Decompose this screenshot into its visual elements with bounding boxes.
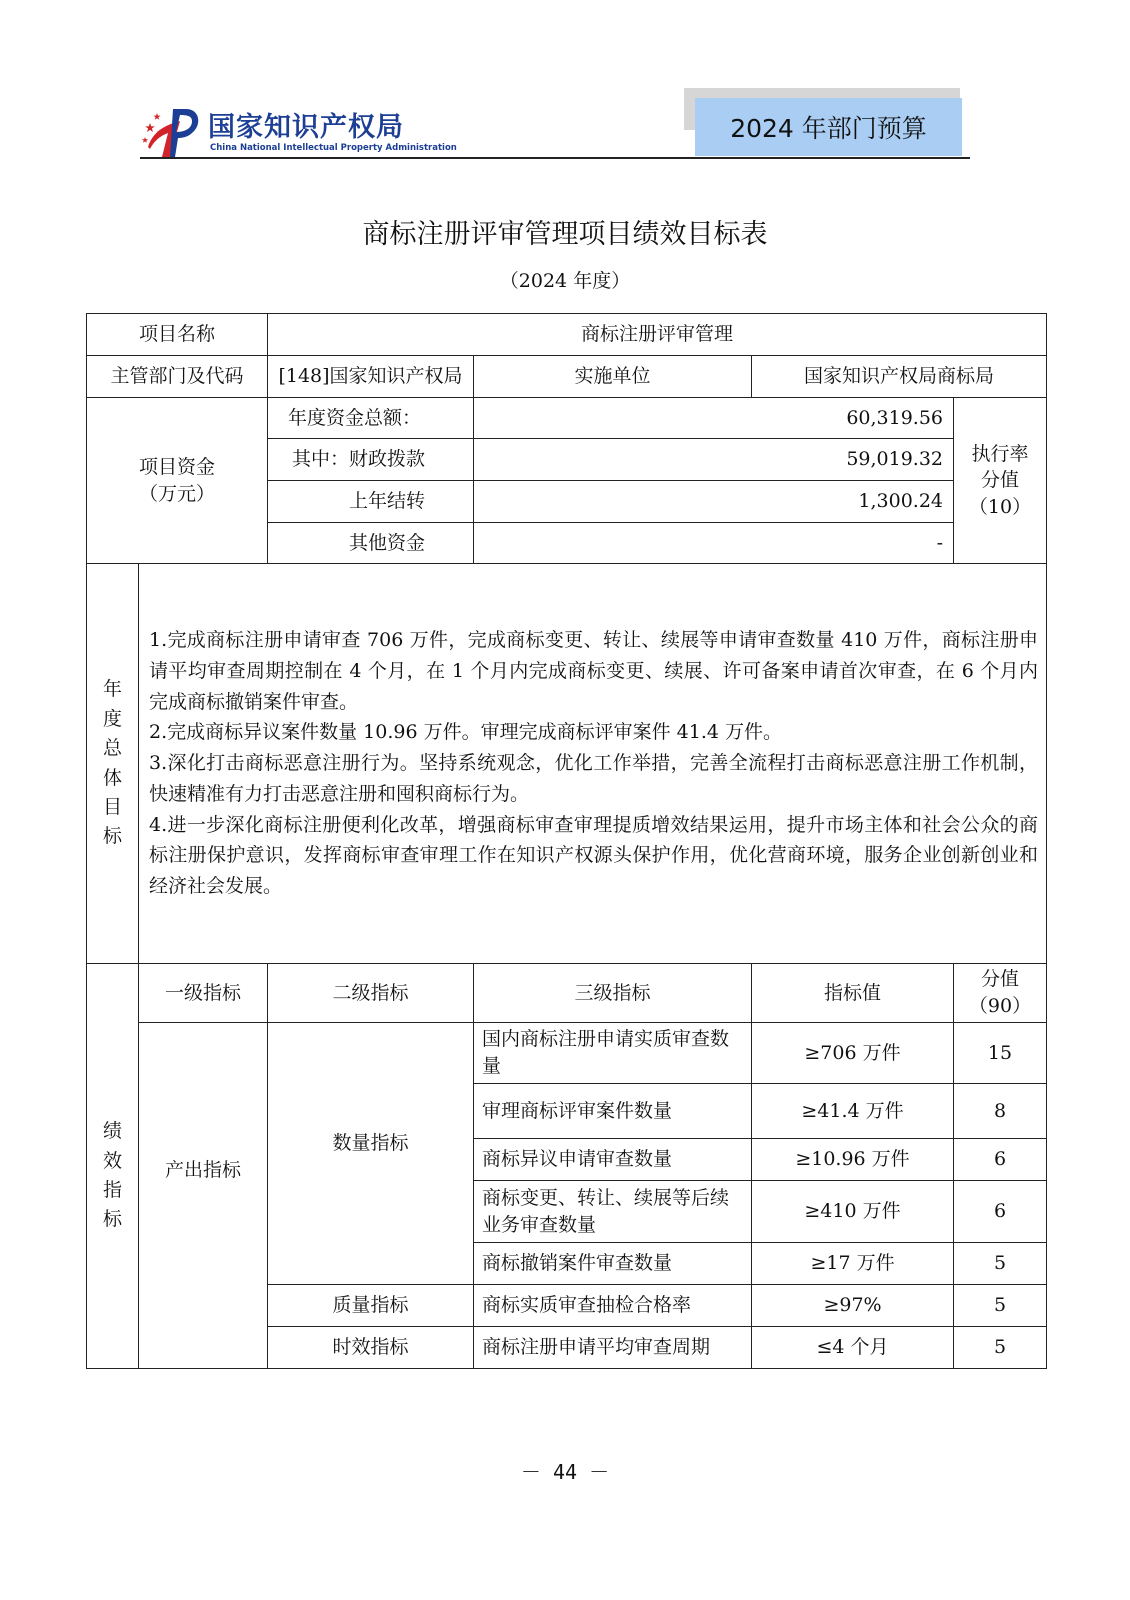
page-title: 商标注册评审管理项目绩效目标表 [362, 219, 768, 250]
cnipa-logo [140, 103, 457, 159]
indicator-score: 6 [954, 1181, 1047, 1243]
funds-unit: （万元） [139, 482, 216, 505]
goal-item: 2.完成商标异议案件数量 10.96 万件。审理完成商标评审案件 41.4 万件。 [149, 721, 782, 744]
table-row [87, 356, 1047, 398]
table-row [87, 1023, 1047, 1084]
funds-row-label: 其中：财政拨款 [268, 439, 474, 481]
dept-label: 主管部门及代码 [87, 356, 268, 398]
org-name-en: China National Intellectual Property Administration [210, 143, 457, 153]
goal-item: 4.进一步深化商标注册便利化改革，增强商标审查审理提质增效结果运用，提升市场主体和社会公众的商标注册保护意识，发挥商标审查审理工作在知识产权源头保护作用，优化营商环境，服务企业创新创业和经济社会发展。 [149, 813, 1039, 898]
funds-row-value: 1,300.24 [474, 481, 954, 523]
impl-label: 实施单位 [474, 356, 752, 398]
goal-item: 1.完成商标注册申请审查 706 万件，完成商标变更、转让、续展等申请审查数量 410 万件，商标注册申请平均审查周期控制在 4 个月，在 1 个月内完成商标变更、续展、许可备案申请首次审查，在 6 个月内完成商标撤销案件审查。 [149, 629, 1039, 713]
impl-value: 国家知识产权局商标局 [752, 356, 1047, 398]
funds-row-value: - [474, 523, 954, 564]
execution-rate-score: （10） [968, 495, 1032, 518]
table-row [87, 564, 1047, 964]
org-name-cn: 国家知识产权局 [208, 112, 404, 143]
indicator-name: 商标异议申请审查数量 [474, 1139, 752, 1181]
indicator-score: 5 [954, 1243, 1047, 1285]
table-row [87, 964, 1047, 1023]
header-value: 指标值 [752, 964, 954, 1023]
indicator-name: 商标实质审查抽检合格率 [474, 1285, 752, 1327]
funds-row-label: 其他资金 [268, 523, 474, 564]
indicators-label: 绩效指标 [102, 1120, 122, 1231]
goal-item: 3.深化打击商标恶意注册行为。坚持系统观念，优化工作举措，完善全流程打击商标恶意注册工作机制，快速精准有力打击恶意注册和囤积商标行为。 [149, 752, 1039, 805]
table-row [87, 398, 1047, 439]
execution-rate-label: 执行率 [971, 442, 1029, 465]
level2-quantity: 数量指标 [268, 1023, 474, 1285]
indicator-score: 15 [954, 1023, 1047, 1084]
header-score-cell [954, 964, 1047, 1023]
indicator-name: 商标变更、转让、续展等后续业务审查数量 [474, 1181, 752, 1243]
dept-value: [148]国家知识产权局 [268, 356, 474, 398]
page-subtitle: （2024 年度） [499, 270, 631, 292]
annual-goal-content [139, 564, 1047, 964]
execution-rate-cell [954, 398, 1047, 564]
level2-timeliness: 时效指标 [268, 1327, 474, 1369]
annual-goal-label: 年度总体目标 [102, 678, 122, 848]
level1-output: 产出指标 [139, 1023, 268, 1369]
funds-row-label: 年度资金总额： [268, 398, 474, 439]
header-score-total: （90） [968, 995, 1032, 1017]
page-number: － 44 － [520, 1460, 610, 1484]
table-row [87, 314, 1047, 356]
indicator-value: ≥17 万件 [752, 1243, 954, 1285]
indicator-name: 国内商标注册申请实质审查数量 [474, 1023, 752, 1084]
indicator-name: 商标撤销案件审查数量 [474, 1243, 752, 1285]
indicator-value: ≥97% [752, 1285, 954, 1327]
indicator-value: ≤4 个月 [752, 1327, 954, 1369]
execution-rate-score-label: 分值 [981, 469, 1020, 492]
project-name-label: 项目名称 [87, 314, 268, 356]
indicator-value: ≥10.96 万件 [752, 1139, 954, 1181]
indicator-score: 6 [954, 1139, 1047, 1181]
annual-goal-label-cell [87, 564, 139, 964]
indicator-score: 8 [954, 1084, 1047, 1139]
funds-row-label: 上年结转 [268, 481, 474, 523]
section-label: 2024 年部门预算 [695, 98, 962, 156]
indicator-score: 5 [954, 1285, 1047, 1327]
header-divider [140, 157, 970, 159]
funds-row-value: 59,019.32 [474, 439, 954, 481]
indicators-label-cell [87, 964, 139, 1369]
header-level2: 二级指标 [268, 964, 474, 1023]
header-score: 分值 [981, 968, 1020, 991]
header-level3: 三级指标 [474, 964, 752, 1023]
indicator-value: ≥706 万件 [752, 1023, 954, 1084]
level2-quality: 质量指标 [268, 1285, 474, 1327]
indicator-value: ≥410 万件 [752, 1181, 954, 1243]
indicator-name: 审理商标评审案件数量 [474, 1084, 752, 1139]
indicator-value: ≥41.4 万件 [752, 1084, 954, 1139]
cnipa-emblem-icon [140, 103, 202, 159]
funds-label-cell [87, 398, 268, 564]
funds-row-value: 60,319.56 [474, 398, 954, 439]
indicator-score: 5 [954, 1327, 1047, 1369]
funds-label: 项目资金 [139, 455, 216, 478]
indicator-name: 商标注册申请平均审查周期 [474, 1327, 752, 1369]
header-level1: 一级指标 [139, 964, 268, 1023]
project-name-value: 商标注册评审管理 [268, 314, 1047, 356]
performance-target-table [86, 313, 1047, 1369]
